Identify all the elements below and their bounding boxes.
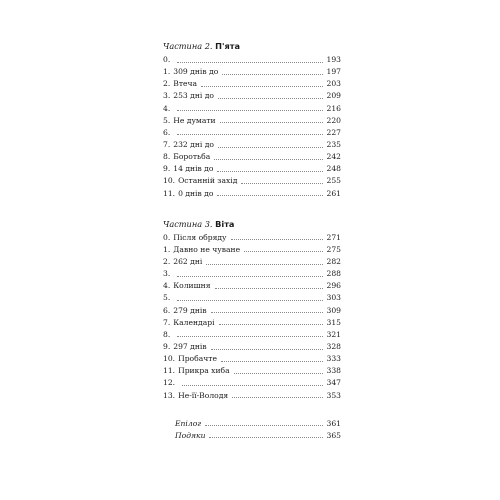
toc-entry-title: 297 днів: [173, 341, 207, 351]
toc-entry: [163, 66, 341, 78]
part-2-entries: [163, 54, 341, 200]
toc-entry-number: 8.: [163, 329, 171, 339]
part-2-heading: [163, 40, 341, 52]
dot-leader: [234, 373, 323, 374]
toc-entry: [163, 139, 341, 151]
toc-entry-number: 3.: [163, 269, 171, 279]
toc-entry: [163, 103, 341, 115]
toc-entry-title: Останній захід: [178, 176, 238, 186]
toc-entry: [163, 163, 341, 175]
toc-entry-page: 361: [326, 418, 341, 428]
dot-leader: [220, 122, 323, 123]
toc-entry-number: 9.: [163, 341, 171, 351]
toc-entry-number: 9.: [163, 164, 171, 174]
dot-leader: [218, 98, 323, 99]
toc-entry-title: Подяки: [175, 430, 206, 440]
toc-entry-number: 5.: [163, 115, 171, 125]
toc-entry-page: 271: [326, 232, 341, 242]
toc-entry: [163, 390, 341, 402]
toc-entry-title: Боротьба: [173, 152, 211, 162]
toc-entry-page: 282: [326, 256, 341, 266]
toc-entry-page: 365: [326, 430, 341, 440]
toc-entry-number: 0.: [163, 232, 171, 242]
toc-entry-page: 255: [326, 176, 341, 186]
dot-leader: [211, 349, 323, 350]
toc-entry-page: 275: [326, 244, 341, 254]
toc-entry-title: 253 дні до: [173, 91, 214, 101]
toc-entry-page: 235: [326, 139, 341, 149]
toc-entry-page: 315: [326, 317, 341, 327]
toc-entry-title: Епілог: [175, 418, 202, 428]
toc-entry: [163, 78, 341, 90]
dot-leader: [244, 251, 322, 252]
toc-entry-title: 262 дні: [173, 256, 203, 266]
dot-leader: [206, 264, 322, 265]
toc-entry-page: 338: [326, 366, 341, 376]
dot-leader: [231, 239, 323, 240]
toc-entry-page: 209: [326, 91, 341, 101]
toc-entry: [163, 353, 341, 365]
toc-entry: [163, 232, 341, 244]
toc-entry: [163, 151, 341, 163]
toc-entry-title: Втеча: [173, 79, 198, 89]
dot-leader: [182, 385, 322, 386]
table-of-contents: [163, 40, 341, 442]
dot-leader: [211, 312, 323, 313]
dot-leader: [177, 62, 322, 63]
toc-entry-page: 303: [326, 293, 341, 303]
toc-entry: [163, 175, 341, 187]
dot-leader: [201, 86, 322, 87]
dot-leader: [214, 159, 322, 160]
toc-entry: [163, 329, 341, 341]
dot-leader: [218, 147, 323, 148]
back-matter-entries: [163, 418, 341, 442]
toc-entry-title: 232 дні до: [173, 139, 214, 149]
toc-entry-page: 242: [326, 152, 341, 162]
toc-entry-page: 296: [326, 281, 341, 291]
toc-entry-number: 4.: [163, 103, 171, 113]
toc-entry-title: Не-її-Володя: [178, 390, 229, 400]
dot-leader: [177, 300, 322, 301]
toc-entry-page: 197: [326, 67, 341, 77]
toc-entry-title: 309 днів до: [173, 67, 219, 77]
dot-leader: [232, 397, 322, 398]
toc-entry-page: 193: [326, 55, 341, 64]
toc-entry-page: 220: [326, 115, 341, 125]
toc-entry-page: 321: [326, 329, 341, 339]
toc-entry-page: 347: [326, 378, 341, 388]
toc-entry-number: 10.: [163, 354, 176, 364]
toc-entry-page: 328: [326, 341, 341, 351]
toc-entry-page: 261: [326, 188, 341, 198]
dot-leader: [205, 425, 322, 426]
toc-entry-number: 2.: [163, 256, 171, 266]
dot-leader: [215, 288, 323, 289]
toc-entry-number: 11.: [163, 366, 176, 376]
toc-entry-number: 13.: [163, 390, 176, 400]
toc-entry-number: 4.: [163, 281, 171, 291]
toc-entry-number: 6.: [163, 127, 171, 137]
toc-entry-page: 203: [326, 79, 341, 89]
part-3-name: Віта: [215, 218, 235, 229]
dot-leader: [222, 74, 322, 75]
toc-entry-number: 8.: [163, 152, 171, 162]
dot-leader: [177, 276, 322, 277]
dot-leader: [209, 437, 322, 438]
toc-entry-title: Календарі: [173, 317, 215, 327]
toc-entry: [163, 244, 341, 256]
toc-entry: [163, 268, 341, 280]
toc-entry-title: Прикра хиба: [178, 366, 230, 376]
toc-entry-number: 1.: [163, 244, 171, 254]
toc-entry-page: 227: [326, 127, 341, 137]
dot-leader: [177, 134, 322, 135]
dot-leader: [217, 195, 322, 196]
toc-entry: [163, 115, 341, 127]
toc-entry-number: 3.: [163, 91, 171, 101]
toc-entry-title: 279 днів: [173, 305, 207, 315]
toc-entry: [163, 341, 341, 353]
toc-entry-title: Пробачте: [178, 354, 217, 364]
part-3-heading: [163, 218, 341, 230]
toc-entry-title: 0 днів до: [178, 188, 214, 198]
part-3-entries: [163, 232, 341, 402]
dot-leader: [219, 324, 323, 325]
toc-entry: [163, 127, 341, 139]
dot-leader: [217, 171, 322, 172]
toc-entry: [163, 54, 341, 66]
toc-entry-number: 0.: [163, 55, 171, 64]
toc-entry-page: 248: [326, 164, 341, 174]
dot-leader: [241, 183, 322, 184]
toc-entry: [163, 292, 341, 304]
toc-entry-page: 216: [326, 103, 341, 113]
toc-entry: [163, 377, 341, 389]
toc-entry-page: 353: [326, 390, 341, 400]
toc-entry: [163, 280, 341, 292]
toc-entry: [163, 317, 341, 329]
toc-entry-page: 309: [326, 305, 341, 315]
toc-entry-title: Не думати: [173, 115, 216, 125]
toc-entry-number: 6.: [163, 305, 171, 315]
toc-entry-title: Колишня: [173, 281, 211, 291]
toc-entry: [163, 430, 341, 442]
part-3-prefix: Частина 3.: [163, 218, 213, 229]
toc-entry-title: Давно не чуване: [173, 244, 241, 254]
toc-entry: [163, 418, 341, 430]
toc-entry-number: 2.: [163, 79, 171, 89]
part-2-name: П'ята: [215, 41, 241, 51]
dot-leader: [177, 336, 322, 337]
toc-entry: [163, 365, 341, 377]
toc-entry-number: 7.: [163, 139, 171, 149]
toc-entry-number: 10.: [163, 176, 176, 186]
toc-entry-number: 12.: [163, 378, 176, 388]
dot-leader: [177, 110, 322, 111]
part-2-prefix: Частина 2.: [163, 41, 213, 51]
toc-entry-page: 288: [326, 269, 341, 279]
toc-entry-title: Після обряду: [173, 232, 227, 242]
toc-entry: [163, 305, 341, 317]
toc-entry-page: 333: [326, 354, 341, 364]
toc-entry-number: 7.: [163, 317, 171, 327]
toc-entry-title: 14 днів до: [173, 164, 214, 174]
toc-entry: [163, 256, 341, 268]
toc-entry: [163, 188, 341, 200]
dot-leader: [221, 361, 323, 362]
toc-entry: [163, 90, 341, 102]
toc-entry-number: 5.: [163, 293, 171, 303]
toc-entry-number: 11.: [163, 188, 176, 198]
toc-entry-number: 1.: [163, 67, 171, 77]
